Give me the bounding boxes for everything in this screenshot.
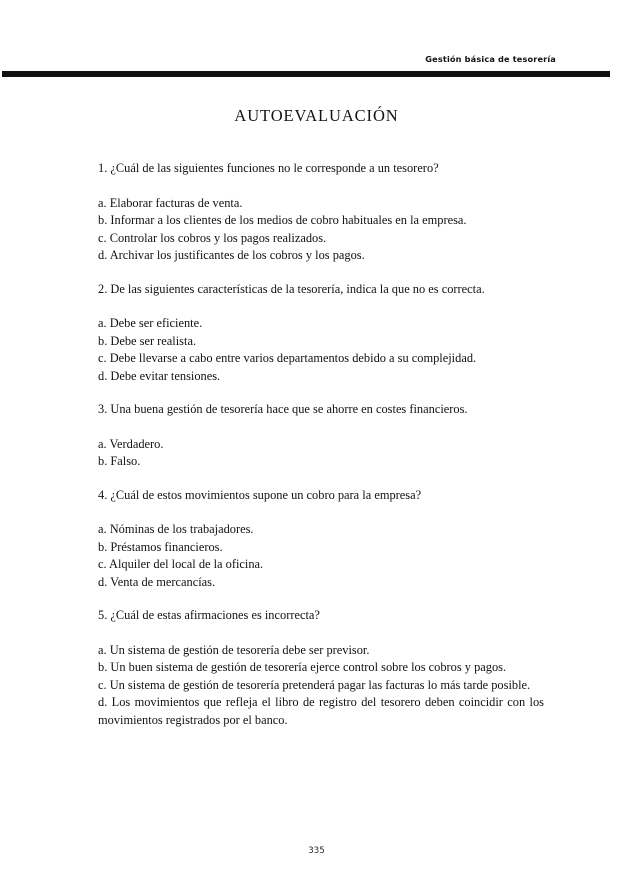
answer-option[interactable]: a. Un sistema de gestión de tesorería debe ser previsor. (98, 642, 370, 657)
answer-option[interactable]: d. Los movimientos que refleja el libro de registro del tesorero deben coincidir con los movimientos registrados por el banco. (98, 695, 544, 727)
answer-option[interactable]: b. Informar a los clientes de los medios de cobro habituales en la empresa. (98, 213, 467, 227)
option-list (98, 642, 544, 730)
answer-option[interactable]: b. Debe ser realista. (98, 333, 197, 348)
header-rule-divider (2, 71, 610, 77)
question-prompt: 1. ¿Cuál de las siguientes funciones no le corresponde a un tesorero? (98, 161, 439, 175)
question-block (98, 607, 544, 729)
answer-option[interactable]: d. Venta de mercancías. (98, 574, 216, 589)
question-block (98, 401, 544, 471)
answer-option[interactable]: c. Un sistema de gestión de tesorería pretenderá pagar las facturas lo más tarde posible. (98, 677, 531, 692)
option-list (98, 436, 544, 471)
answer-option[interactable]: c. Alquiler del local de la oficina. (98, 557, 264, 571)
question-block (98, 160, 544, 265)
answer-option[interactable]: d. Archivar los justificantes de los cobros y los pagos. (98, 248, 365, 262)
running-header: Gestión básica de tesorería (425, 54, 556, 64)
answer-option[interactable]: a. Debe ser eficiente. (98, 316, 203, 330)
answer-option[interactable]: b. Préstamos financieros. (98, 539, 223, 554)
answer-option[interactable]: c. Debe llevarse a cabo entre varios departamentos debido a su complejidad. (98, 351, 477, 365)
answer-option[interactable]: a. Nóminas de los trabajadores. (98, 522, 254, 536)
question-block (98, 281, 544, 386)
answer-option[interactable]: b. Un buen sistema de gestión de tesorería ejerce control sobre los cobros y pagos. (98, 660, 507, 674)
option-list (98, 195, 544, 265)
question-prompt: 4. ¿Cuál de estos movimientos supone un cobro para la empresa? (98, 487, 422, 502)
answer-option[interactable]: a. Verdadero. (98, 436, 164, 451)
option-list (98, 521, 544, 591)
question-prompt: 2. De las siguientes características de la tesorería, indica la que no es correcta. (98, 281, 485, 296)
question-prompt: 5. ¿Cuál de estas afirmaciones es incorrecta? (98, 608, 320, 622)
answer-option[interactable]: a. Elaborar facturas de venta. (98, 195, 243, 210)
question-list (98, 160, 544, 729)
question-prompt: 3. Una buena gestión de tesorería hace que se ahorre en costes financieros. (98, 402, 468, 416)
page-title: AUTOEVALUACIÓN (234, 106, 399, 125)
answer-option[interactable]: c. Controlar los cobros y los pagos realizados. (98, 230, 327, 245)
question-block (98, 487, 544, 592)
answer-option[interactable]: b. Falso. (98, 454, 141, 468)
option-list (98, 315, 544, 385)
page-number: 335 (308, 846, 325, 856)
answer-option[interactable]: d. Debe evitar tensiones. (98, 368, 221, 383)
